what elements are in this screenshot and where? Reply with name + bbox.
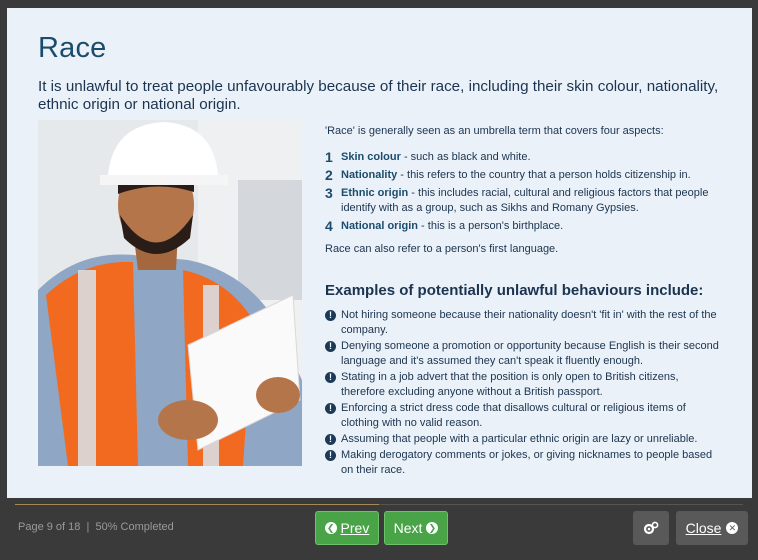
slide-content bbox=[7, 8, 752, 498]
umbrella-text: 'Race' is generally seen as an umbrella term that covers four aspects: bbox=[325, 125, 664, 137]
prev-button[interactable] bbox=[315, 511, 379, 545]
example-item bbox=[325, 432, 725, 447]
aspect-item bbox=[325, 186, 725, 216]
example-text: Assuming that people with a particular ethnic origin are lazy or unreliable. bbox=[341, 433, 698, 445]
aspect-number: 2 bbox=[325, 167, 333, 183]
exclamation-circle-icon: ! bbox=[325, 450, 336, 461]
aspect-term: Ethnic origin bbox=[341, 187, 409, 199]
next-label: Next bbox=[393, 520, 423, 536]
chevron-left-icon: ❮ bbox=[325, 522, 337, 534]
page-title: Race bbox=[38, 32, 107, 64]
gears-icon bbox=[643, 521, 659, 535]
examples-list bbox=[325, 308, 725, 478]
aspect-number: 4 bbox=[325, 218, 333, 234]
close-icon: ✕ bbox=[726, 522, 738, 534]
aspect-number: 1 bbox=[325, 149, 333, 165]
intro-text: It is unlawful to treat people unfavourably because of their race, including their skin colour, nationality, ethnic origin or national origin. bbox=[38, 78, 719, 113]
example-item bbox=[325, 308, 725, 338]
example-item bbox=[325, 401, 725, 431]
page-info: Page 9 of 18 | 50% Completed bbox=[18, 521, 174, 533]
exclamation-circle-icon: ! bbox=[325, 310, 336, 321]
completion-status: 50% Completed bbox=[95, 521, 174, 533]
aspect-desc: - this refers to the country that a person holds citizenship in. bbox=[397, 169, 691, 181]
example-text: Stating in a job advert that the position is only open to British citizens, therefore excluding anyone without a British passport. bbox=[341, 371, 679, 398]
exclamation-circle-icon: ! bbox=[325, 372, 336, 383]
worker-illustration bbox=[38, 120, 302, 466]
prev-label: Prev bbox=[340, 520, 370, 536]
exclamation-circle-icon: ! bbox=[325, 341, 336, 352]
example-item bbox=[325, 448, 725, 478]
aspect-number: 3 bbox=[325, 185, 333, 201]
examples-heading: Examples of potentially unlawful behaviours include: bbox=[325, 282, 704, 299]
aspects-list bbox=[325, 150, 725, 234]
example-text: Enforcing a strict dress code that disallows cultural or religious items of clothing with no valid reason. bbox=[341, 402, 686, 429]
example-text: Not hiring someone because their nationality doesn't 'fit in' with the rest of the company. bbox=[341, 309, 717, 336]
page-counter: Page 9 of 18 bbox=[18, 521, 81, 533]
aspect-item bbox=[325, 219, 725, 234]
aspect-desc: - such as black and white. bbox=[400, 151, 531, 163]
content-column bbox=[325, 124, 725, 479]
top-bar bbox=[0, 0, 758, 8]
language-note: Race can also refer to a person's first language. bbox=[325, 243, 559, 255]
player-footer bbox=[0, 498, 758, 560]
example-item bbox=[325, 339, 725, 369]
settings-button[interactable] bbox=[633, 511, 669, 545]
close-label: Close bbox=[685, 520, 722, 536]
aspect-term: Skin colour bbox=[341, 151, 401, 163]
aspect-term: National origin bbox=[341, 220, 418, 232]
aspect-item bbox=[325, 168, 725, 183]
worker-photo bbox=[38, 120, 302, 466]
aspect-desc: - this includes racial, cultural and religious factors that people identify with as a group, such as Sikhs and Romany Gypsies. bbox=[341, 187, 709, 214]
close-button[interactable] bbox=[676, 511, 748, 545]
example-text: Making derogatory comments or jokes, or giving nicknames to people based on their race. bbox=[341, 449, 713, 476]
example-text: Denying someone a promotion or opportunity because English is their second language and it's assumed they can't speak it fluently enough. bbox=[341, 340, 719, 367]
progress-track bbox=[15, 504, 743, 505]
exclamation-circle-icon: ! bbox=[325, 403, 336, 414]
chevron-right-icon: ❯ bbox=[426, 522, 438, 534]
aspect-desc: - this is a person's birthplace. bbox=[418, 220, 564, 232]
progress-bar bbox=[15, 504, 379, 505]
aspect-item bbox=[325, 150, 725, 165]
aspect-term: Nationality bbox=[341, 169, 398, 181]
next-button[interactable] bbox=[384, 511, 448, 545]
example-item bbox=[325, 370, 725, 400]
exclamation-circle-icon: ! bbox=[325, 434, 336, 445]
